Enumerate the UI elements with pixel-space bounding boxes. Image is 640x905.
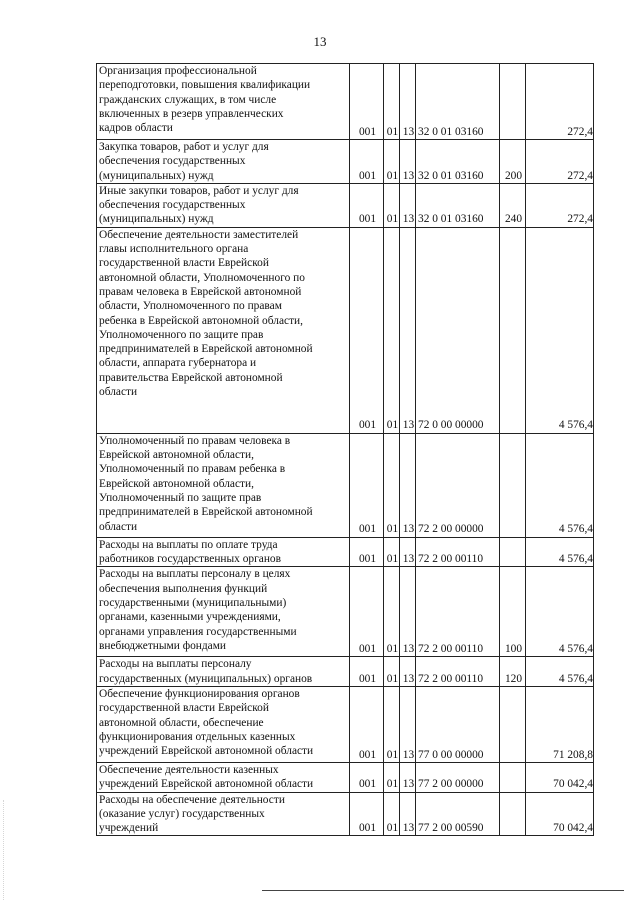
ministry-code: 001 — [350, 686, 384, 762]
ministry-code: 001 — [350, 762, 384, 792]
row-name-line: главы исполнительного органа — [99, 243, 249, 256]
ministry-code: 001 — [350, 567, 384, 657]
row-name-line: предпринимателей в Еврейской автономной — [99, 343, 313, 356]
row-name-line: (оказание услуг) государственных — [99, 807, 265, 820]
subsection-code: 13 — [400, 537, 416, 567]
row-name-line: Иные закупки товаров, работ и услуг для — [99, 184, 299, 197]
row-name-line: Еврейской автономной области, — [99, 449, 254, 462]
row-name-line: Закупка товаров, работ и услуг для — [99, 141, 269, 153]
expense-type-code: 240 — [500, 183, 526, 227]
amount: 70 042,4 — [526, 762, 594, 792]
row-name-line: Обеспечение деятельности казенных — [99, 763, 279, 776]
row-name-line: Обеспечение функционирования органов — [99, 687, 300, 700]
table-row — [97, 762, 594, 792]
subsection-code: 13 — [400, 567, 416, 657]
amount: 4 576,4 — [526, 537, 594, 567]
amount: 272,4 — [526, 183, 594, 227]
amount: 272,4 — [526, 64, 594, 140]
ministry-code: 001 — [350, 433, 384, 537]
footer-rule — [262, 890, 624, 891]
row-name — [97, 140, 350, 184]
row-name — [97, 686, 350, 762]
subsection-code: 13 — [400, 657, 416, 687]
row-name-line: (муниципальных) нужд — [99, 213, 214, 226]
target-item-code: 77 2 00 00000 — [416, 762, 500, 792]
target-item-code: 32 0 01 03160 — [416, 140, 500, 184]
row-name-line: Расходы на выплаты по оплате труда — [99, 538, 278, 551]
row-name-line: автономной области, Уполномоченного по — [99, 271, 305, 284]
row-name-line: обеспечения государственных — [99, 155, 246, 168]
row-name-line: переподготовки, повышения квалификации — [99, 79, 311, 92]
target-item-code: 72 2 00 00110 — [416, 537, 500, 567]
section-code: 01 — [384, 792, 400, 836]
amount: 272,4 — [526, 140, 594, 184]
target-item-code: 77 2 00 00590 — [416, 792, 500, 836]
row-name-line: включенных в резерв управленческих — [99, 107, 284, 120]
ministry-code: 001 — [350, 792, 384, 836]
expense-type-code — [500, 537, 526, 567]
expense-type-code: 100 — [500, 567, 526, 657]
row-name-line: области — [99, 386, 138, 399]
row-name-line: обеспечения выполнения функций — [99, 582, 268, 595]
row-name — [97, 567, 350, 657]
row-name-line: Уполномоченный по правам человека в — [99, 434, 291, 447]
row-name-line: государственной власти Еврейской — [99, 702, 269, 715]
row-name-line: органами, казенными учреждениями, — [99, 611, 281, 624]
target-item-code: 72 2 00 00000 — [416, 433, 500, 537]
subsection-code: 13 — [400, 792, 416, 836]
expense-type-code: 200 — [500, 140, 526, 184]
table-row — [97, 433, 594, 537]
amount: 4 576,4 — [526, 227, 594, 433]
row-name-line: Обеспечение деятельности заместителей — [99, 228, 299, 241]
row-name — [97, 183, 350, 227]
target-item-code: 77 0 00 00000 — [416, 686, 500, 762]
page-number: 13 — [313, 34, 327, 49]
row-name-line: Расходы на обеспечение деятельности — [99, 793, 285, 806]
row-name — [97, 227, 350, 433]
target-item-code: 72 2 00 00110 — [416, 567, 500, 657]
expense-type-code — [500, 686, 526, 762]
row-name-line: Еврейской автономной области, — [99, 477, 254, 490]
row-name-line: предпринимателей в Еврейской автономной — [99, 506, 313, 519]
subsection-code: 13 — [400, 64, 416, 140]
target-item-code: 32 0 01 03160 — [416, 183, 500, 227]
ministry-code: 001 — [350, 64, 384, 140]
expense-type-code — [500, 792, 526, 836]
table-row — [97, 686, 594, 762]
row-name-line: автономной области, обеспечение — [99, 716, 264, 729]
row-name-line: области, Уполномоченного по правам — [99, 300, 282, 313]
section-code: 01 — [384, 64, 400, 140]
row-name-line: кадров области — [99, 122, 173, 135]
target-item-code: 72 2 00 00110 — [416, 657, 500, 687]
row-name-line: Уполномоченный по защите прав — [99, 491, 262, 504]
row-name — [97, 433, 350, 537]
row-name-line: правам человека в Еврейской автономной — [99, 285, 302, 298]
row-name-line: учреждений — [99, 822, 159, 835]
target-item-code: 32 0 01 03160 — [416, 64, 500, 140]
row-name-line: функционирования отдельных казенных — [99, 730, 296, 743]
section-code: 01 — [384, 537, 400, 567]
subsection-code: 13 — [400, 686, 416, 762]
ministry-code: 001 — [350, 140, 384, 184]
section-code: 01 — [384, 657, 400, 687]
ministry-code: 001 — [350, 537, 384, 567]
ministry-code: 001 — [350, 183, 384, 227]
row-name-line: Расходы на выплаты персоналу в целях — [99, 568, 291, 581]
table-row — [97, 64, 594, 140]
row-name-line: государственной власти Еврейской — [99, 257, 269, 270]
row-name-line: области — [99, 520, 138, 533]
row-name-line: учреждений Еврейской автономной области — [99, 745, 314, 758]
table-row — [97, 537, 594, 567]
table-row — [97, 140, 594, 184]
table-body — [97, 64, 594, 836]
amount: 4 576,4 — [526, 433, 594, 537]
subsection-code: 13 — [400, 433, 416, 537]
section-code: 01 — [384, 183, 400, 227]
row-name-line: обеспечения государственных — [99, 199, 246, 212]
row-name-line: Уполномоченный по правам ребенка в — [99, 463, 286, 476]
row-name-line: органами управления государственными — [99, 625, 297, 638]
table-row — [97, 227, 594, 433]
subsection-code: 13 — [400, 762, 416, 792]
table-row — [97, 183, 594, 227]
row-name — [97, 657, 350, 687]
row-name-line: государственными (муниципальными) — [99, 596, 287, 609]
ministry-code: 001 — [350, 227, 384, 433]
expense-type-code: 120 — [500, 657, 526, 687]
expense-type-code — [500, 762, 526, 792]
row-name — [97, 537, 350, 567]
ministry-code: 001 — [350, 657, 384, 687]
section-code: 01 — [384, 686, 400, 762]
table-row — [97, 792, 594, 836]
table-row — [97, 657, 594, 687]
target-item-code: 72 0 00 00000 — [416, 227, 500, 433]
budget-table — [96, 63, 594, 836]
row-name — [97, 762, 350, 792]
expense-type-code — [500, 433, 526, 537]
section-code: 01 — [384, 433, 400, 537]
section-code: 01 — [384, 140, 400, 184]
scan-margin-marks — [3, 800, 7, 900]
row-name-line: Уполномоченного по защите прав — [99, 328, 264, 341]
section-code: 01 — [384, 567, 400, 657]
expense-type-code — [500, 227, 526, 433]
amount: 71 208,8 — [526, 686, 594, 762]
row-name-line: ребенка в Еврейской автономной области, — [99, 314, 303, 327]
row-name-line: государственных (муниципальных) органов — [99, 672, 313, 685]
row-name-line: Организация профессиональной — [99, 65, 257, 77]
row-name — [97, 64, 350, 140]
row-name-line: учреждений Еврейской автономной области — [99, 778, 314, 791]
row-name-line: правительства Еврейской автономной — [99, 371, 283, 384]
row-name — [97, 792, 350, 836]
row-name-line: (муниципальных) нужд — [99, 169, 214, 182]
amount: 70 042,4 — [526, 792, 594, 836]
expense-type-code — [500, 64, 526, 140]
row-name-line: области, аппарата губернатора и — [99, 357, 257, 370]
row-name-line: гражданских служащих, в том числе — [99, 93, 277, 106]
subsection-code: 13 — [400, 227, 416, 433]
section-code: 01 — [384, 227, 400, 433]
subsection-code: 13 — [400, 183, 416, 227]
row-name-line: работников государственных органов — [99, 553, 282, 566]
section-code: 01 — [384, 762, 400, 792]
amount: 4 576,4 — [526, 567, 594, 657]
row-name-line: внебюджетными фондами — [99, 639, 227, 652]
row-name-line: Расходы на выплаты персоналу — [99, 658, 252, 671]
amount: 4 576,4 — [526, 657, 594, 687]
subsection-code: 13 — [400, 140, 416, 184]
table-row — [97, 567, 594, 657]
